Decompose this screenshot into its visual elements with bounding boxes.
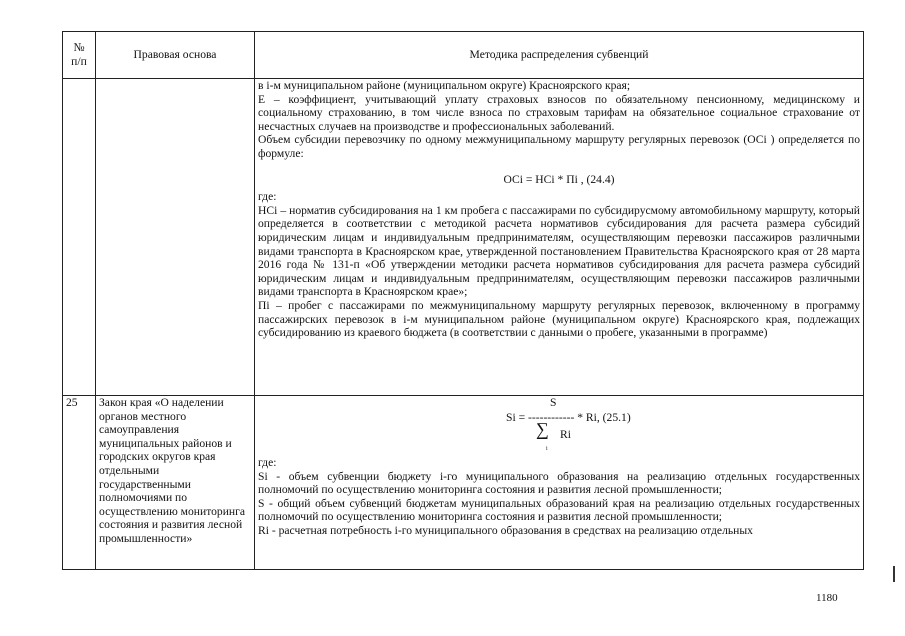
- page-number: 1180: [816, 592, 838, 604]
- paragraph: Пi – пробег с пассажирами по межмуниципальному маршруту регулярных перевозок, включенному в программу пассажирских перевозок в i-м муниципальном районе (муниципальном округе) Красноярского края, подлежащих субсидированию из краевого бюджета (в соответствии с данными о пробеге, указанными в программе): [258, 298, 860, 340]
- table-header-row: [63, 32, 864, 79]
- paragraph: Si - объем субвенции бюджету i-го муниципального образования на реализацию отдельных государственных полномочий по осуществлению мониторинга состояния и развития лесной промышленности;: [258, 469, 860, 497]
- formula-numerator: S: [550, 396, 557, 409]
- where-label: где:: [258, 190, 277, 204]
- formula-25-1: [258, 396, 860, 456]
- header-legal-basis: Правовая основа: [96, 32, 255, 79]
- row1-basis: [96, 79, 255, 396]
- paragraph: Объем субсидии перевозчику по одному межмуниципальному маршруту регулярных перевозок (ОСi ) определяется по формуле:: [258, 133, 860, 160]
- paragraph: Ri - расчетная потребность i-го муниципального образования в средствах на реализацию отдельных: [258, 523, 753, 537]
- table-row: [63, 396, 864, 570]
- paragraph: НСi – норматив субсидирования на 1 км пробега с пассажирами по субсидирусмому автомобильному маршруту, который определяется в соответствии с методикой расчета нормативов субсидирования для расчета размера субсидий юридическим лицам и индивидуальным предпринимателям, осуществляющим перевозки пассажиров различными видами транспорта в Красноярском крае, утвержденной постановлением Правительства Красноярского края от 28 марта 2016 года № 131-п «Об утверждении методики расчета нормативов субсидирования для расчета размера субсидий юридическим лицам и индивидуальным предпринимателям, осуществляющим перевозки пассажиров различными видами транспорта в Красноярском крае»;: [258, 203, 860, 299]
- row1-number: [63, 79, 96, 396]
- paragraph: в i-м муниципальном районе (муниципальном округе) Красноярского края;: [258, 79, 631, 92]
- formula-24-4: ОСi = НСi * Пi , (24.4): [503, 172, 615, 186]
- row2-method: [255, 396, 864, 570]
- sum-symbol: ∑: [536, 419, 549, 439]
- header-number: № п/п: [63, 32, 96, 79]
- table-row: [63, 79, 864, 396]
- paragraph: Е – коэффициент, учитывающий уплату страховых взносов по обязательному пенсионному, медицинскому и социальному страхованию, в том числе взноса по страховым тарифам на обязательное социальное страхование от несчастных случаев на производстве и профессиональных заболеваний.: [258, 92, 860, 133]
- formula-line: Si = ------------ * Ri, (25.1): [506, 411, 631, 424]
- row2-number: 25: [63, 396, 96, 570]
- row1-method: [255, 79, 864, 396]
- subvention-table: [62, 31, 864, 570]
- scan-margin-mark: [893, 566, 895, 582]
- paragraph: S - общий объем субвенций бюджетам муниципальных образований края на реализацию отдельных государственных полномочий по осуществлению мониторинга состояния и развития лесной промышленности;: [258, 496, 860, 524]
- where-label: где:: [258, 456, 277, 469]
- formula-denominator: Ri: [560, 428, 571, 441]
- row2-law: Закон края «О наделении органов местного самоуправления муниципальных районов и городских округов края отдельными государственными полномочиями по осуществлению мониторинга состояния и развития лесной промышленности»: [96, 396, 255, 570]
- header-method: Методика распределения субвенций: [255, 32, 864, 79]
- sum-index: i: [546, 446, 548, 452]
